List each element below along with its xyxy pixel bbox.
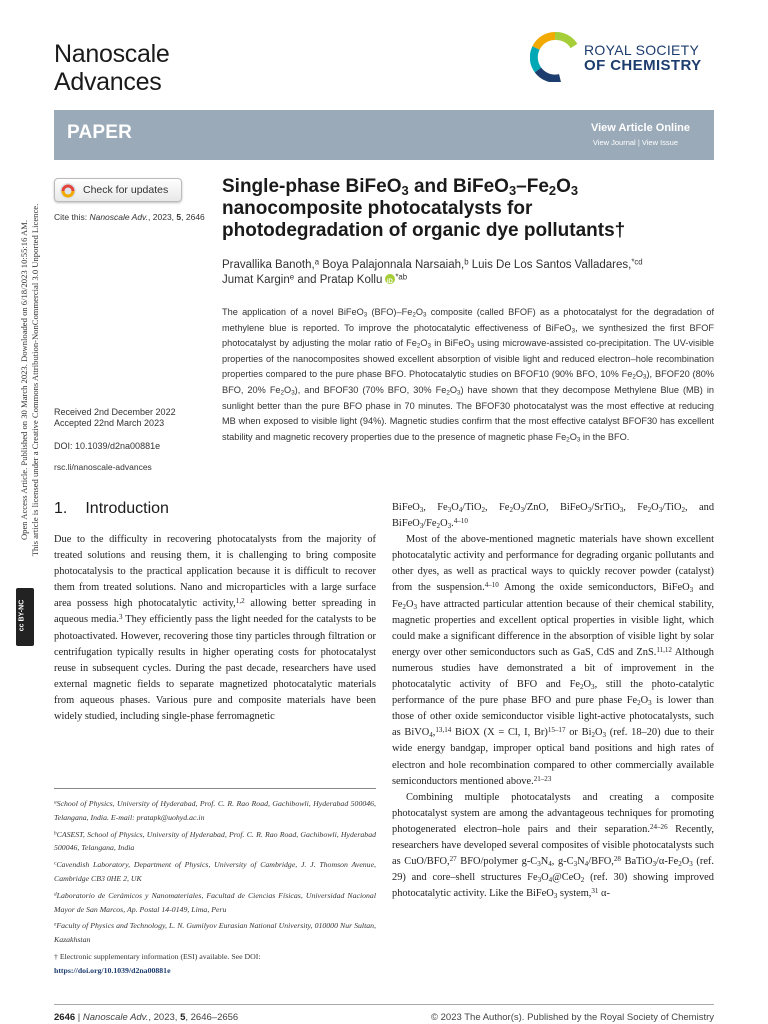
citation-info bbox=[54, 212, 224, 223]
ref-link[interactable]: 28 bbox=[613, 854, 621, 863]
view-journal-link[interactable]: View Journal bbox=[592, 138, 636, 147]
section-title: Introduction bbox=[85, 500, 169, 517]
view-issue-link[interactable]: View Issue bbox=[641, 138, 678, 147]
publisher-line-2: OF CHEMISTRY bbox=[584, 57, 702, 74]
ref-link[interactable]: 24–26 bbox=[649, 822, 668, 831]
doi-label[interactable]: DOI: 10.1039/d2na00881e bbox=[54, 441, 161, 451]
publisher-name bbox=[584, 42, 702, 74]
ref-link[interactable]: 13,14 bbox=[435, 726, 452, 735]
page-number: 2646 bbox=[54, 1012, 76, 1023]
footer-citation: 2646 | Nanoscale Adv., 2023, 5, 2646–2656 bbox=[54, 1012, 239, 1023]
affiliation-footnotes bbox=[54, 788, 376, 981]
cite-volume: 5 bbox=[176, 212, 182, 222]
article-type-banner bbox=[54, 110, 714, 160]
cite-prefix: Cite this: bbox=[54, 212, 88, 222]
ref-link[interactable]: 11,12 bbox=[656, 645, 672, 654]
check-for-updates-button[interactable] bbox=[54, 178, 182, 202]
accepted-date: Accepted 22nd March 2023 bbox=[54, 418, 165, 428]
received-date: Received 2nd December 2022 bbox=[54, 407, 176, 417]
body-right-column: BiFeO$_3$, $Fe_3O_4/TiO_2$, $Fe_2O_3$/ZnO, BiFeO$_3$/SrTiO$_3$, $Fe_2O_3/TiO_2$, and $BiFeO_3/Fe_2O_3.^{4-10}$ Most of the above-mentioned magnetic materials have shown excellent photocatalytic activity and performance for degrading organic pollutants and other dyes, as well as practical ways to quickly recover powder (catalyst) from the suspension.$^{4-10}$ Among the oxide semiconductors, BiFeO$_3$ and $Fe_2O_3$ have attracted particular attention because of their chemical stability, magnetic properties and excellent optical properties in visible light, which could make a significant difference in the absorption of visible light by solar energy over other semiconductors such as GaS, CdS and ZnS.$^{11,12}$ Although numerous studies have demonstrated a bit of improvement in the photocatalytic activity of BFO and $Fe_2O_3$, still the photo-catalytic performance of the pure phase BFO and pure phase $Fe_2O_3$ is lower than those of other oxide semiconductor visible light-active photocatalysts, such as BiVO$_4$,$^{13,14}$ BiOX (X = Cl, I, Br)$^{15-17}$ or $Bi_2O_3$ (ref. 18–20) due to their wide energy bandgap, improper optical band positions and high rates of electron and hole recombination compared to other commercially available semiconductors mentioned above.$^{21-23}$ Combining multiple photocatalysts and creating a composite photocatalyst system are among the advantageous techniques for promoting photogenerated electron–hole pairs and their separation.$^{24-26}$ Recently, researchers have developed several composites of visible photocatalysts such as CuO/BFO,$^{27}$ BFO/polymer $g-C_3N_4$, $g-C_3N_4/BFO,^{28}$ $BaTiO_3/\alpha-Fe_2O_3$ (ref. 29) and core–shell structures $Fe_3O_4@CeO_2$ (ref. 30) showing improved photocatalytic activity. Like the BiFeO$_3$ system,$^{31}$ α- bbox=[392, 502, 715, 901]
cite-pages: , 2646 bbox=[181, 212, 205, 222]
cc-license-badge[interactable] bbox=[16, 588, 34, 646]
ref-link[interactable]: 4–10 bbox=[484, 581, 499, 590]
footnote-b: $^b$CASEST, School of Physics, University of Hyderabad, Prof. C. R. Rao Road, Gachibowli, Hyderabad 500046, Telangana, India bbox=[54, 829, 376, 853]
esi-doi-link[interactable]: https://doi.org/10.1039/d2na00881e bbox=[54, 965, 171, 975]
section-number: 1. bbox=[54, 500, 68, 517]
footnote-e: $^e$Faculty of Physics and Technology, L. N. Gumilyov Eurasian National University, 010000 Nur Sultan, Kazakhstan bbox=[54, 921, 376, 945]
banner-link-separator: | bbox=[637, 138, 640, 147]
ref-link[interactable]: 31 bbox=[591, 887, 599, 896]
journal-title-line-1: Nanoscale bbox=[54, 40, 170, 68]
section-heading-introduction bbox=[54, 500, 169, 518]
journal-short-link[interactable]: rsc.li/nanoscale-advances bbox=[54, 462, 152, 472]
journal-title bbox=[54, 40, 169, 96]
footer-divider bbox=[54, 1004, 714, 1005]
rsc-logo-icon bbox=[530, 32, 580, 82]
orcid-icon[interactable] bbox=[385, 274, 395, 284]
ref-link[interactable]: 15–17 bbox=[547, 726, 566, 735]
ref-link[interactable]: 27 bbox=[449, 854, 457, 863]
journal-title-line-2: Advances bbox=[54, 68, 162, 96]
ref-link[interactable]: 21–23 bbox=[533, 774, 552, 783]
author-list: Pravallika Banoth,$^a$ Boya Palajonnala Narsaiah,$^b$ Luis De Los Santos Valladares,$^{*cd}$ Jumat Kargin$^e$ and Pratap KolluiD $^{*ab}$ bbox=[222, 258, 702, 288]
esi-footnote: † Electronic supplementary information (ESI) available. See DOI: https://doi.org/10.1039/d2na00881e bbox=[54, 951, 261, 975]
cite-year: , 2023, bbox=[148, 212, 175, 222]
cite-journal: Nanoscale Adv. bbox=[89, 212, 149, 222]
sidebar-line-2: This article is licensed under a Creative Commons Attribution-NonCommercial 3.0 Unported Licence. bbox=[30, 203, 40, 557]
view-article-online-link[interactable]: View Article Online bbox=[590, 122, 690, 134]
body-left-column: Due to the difficulty in recovering photocatalysts from the majority of treated solutions and reusing them, it is challenging to bring composite photocatalysis to the practical application because it is difficult to recover them from treated solutions. Nano and microparticles with a large surface area possess high photocatalytic activity,$^{1,2}$ allowing better spreading in aqueous media.$^3$ They efficiently pass the light needed for the catalysts to be photoactivated. However, recovering those tiny particles through filtration or centrifugation typically results in higher operating costs for photocatalyst reuse in subsequent cycles. During the past decade, researchers have used external magnetic fields to separate magnetized photocatalytic materials from aqueous phases. Various pure and composite materials have been widely studied, including single-phase ferromagnetic bbox=[54, 534, 377, 723]
cc-badge-label: cc BY-NC bbox=[18, 599, 26, 632]
publisher-line-1: ROYAL SOCIETY bbox=[584, 42, 700, 58]
received-dates bbox=[54, 407, 224, 429]
update-check-icon bbox=[59, 182, 77, 200]
footnote-d: $^d$Laboratorio de Cerámicos y Nanomateriales, Facultad de Ciencias Físicas, Universidad Nacional Mayor de San Marcos, Ap. Postal 14-0149, Lima, Peru bbox=[54, 890, 376, 914]
sidebar-line-1: Open Access Article. Published on 30 March 2023. Downloaded on 6/18/2023 10:55:16 AM. bbox=[19, 219, 29, 541]
footer-copyright: © 2023 The Author(s). Published by the Royal Society of Chemistry bbox=[431, 1012, 714, 1023]
ref-link[interactable]: 1,2 bbox=[235, 597, 245, 606]
check-for-updates-label: Check for updates bbox=[83, 184, 169, 196]
banner-links bbox=[593, 138, 678, 147]
abstract: The application of a novel BiFeO$_3$ $(BFO)-Fe_2O_3$ composite (called BFOF) as a photocatalyst for the degradation of methylene blue is reported. To improve the photocatalytic effectiveness of BiFeO$_3$, we synthesized the first BFOF photocatalyst by adjusting the molar ratio of $Fe_2O_3$ in BiFeO$_3$ using microwave-assisted co-precipitation. The UV-visible properties of the nanocomposites showed excellent absorption of visible light and reduced electron–hole recombination properties compared to the pure phase BFO. Photocatalytic studies on BFOF10 (90% BFO, 10% $Fe_2O_3$), BFOF20 (80% BFO, 20% $Fe_2O_3$), and BFOF30 (70% BFO, 30% $Fe_2O_3$) have shown that they decompose Methylene Blue (MB) in sunlight better than the pure BFO phase in 70 minutes. The BFOF30 photocatalyst was the most effective at reducing MB when exposed to visible light (94%). Magnetic studies confirm that the most effective catalyst BFOF30 has excellent stability and magnetic recovery properties due to the presence of magnetic phase $Fe_2O_3$ in the BFO. bbox=[222, 307, 715, 444]
article-title: Single-phase BiFeO$_3$ and $BiFeO_3-Fe_2O_3$ nanocomposite photocatalysts for photodegradation of organic dye pollutants† bbox=[222, 176, 626, 241]
footnote-a: $^a$School of Physics, University of Hyderabad, Prof. C. R. Rao Road, Gachibowli, Hyderabad 500046, Telangana, India. E-mail: pratapk@uohyd.ac.in bbox=[54, 799, 376, 822]
sidebar-license-text bbox=[20, 120, 42, 650]
footnote-c: $^c$Cavendish Laboratory, Department of Physics, University of Cambridge, J. J. Thomson Avenue, Cambridge CB3 0HE 2, UK bbox=[54, 860, 376, 883]
ref-link[interactable]: 3 bbox=[118, 613, 123, 622]
ref-link[interactable]: 4–10 bbox=[453, 516, 468, 525]
article-type-label: PAPER bbox=[67, 122, 133, 143]
